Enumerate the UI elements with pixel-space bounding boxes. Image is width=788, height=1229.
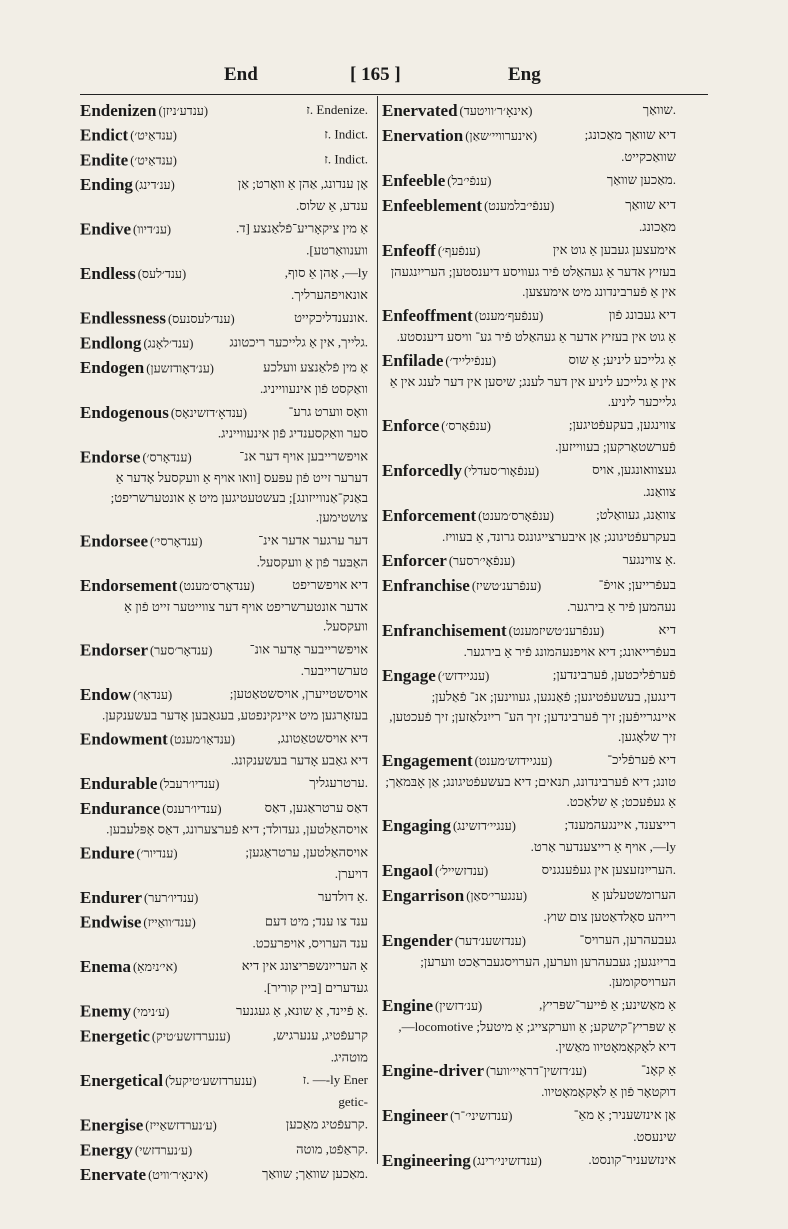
entry-definition-start: אַ מין פֿלאַנצע וועלכע [263,359,368,375]
entry-definition-start: אינזשעניר־קונסט. [588,1152,676,1167]
entry-definition-start: דאַס ערטראַגען, דאַס [264,799,368,815]
entry-pronunciation: (ענדזשענ׳דער) [454,934,526,948]
entry-first-line [80,798,370,820]
entry-first-line [382,930,678,952]
entry-definition-continued: נעהמען פֿיר אַ בירגער. [567,599,676,614]
entry-pronunciation: (ע׳נערדזשי) [134,1143,193,1158]
entry-pronunciation: (ענדזשיני׳־ר) [450,1109,513,1123]
entry-first-line [80,956,370,978]
entry-pronunciation: (ענד׳וואַייז) [143,915,196,930]
entry-pronunciation: (ענדיו׳רענס) [162,801,222,816]
page-number: [ 165 ] [350,64,401,85]
entry-definition-start: דיא שוואַך מאַכונג; [584,127,676,142]
entry-definition-continued: טערשרייבער. [300,663,368,679]
dictionary-entry [80,333,370,355]
entry-definition-continued: דיא גאַבע אָדער בעשענקונג. [230,752,368,768]
entry-definition-start: צווינגען, בעקעפֿטיגען; [568,417,676,432]
dictionary-entry [382,125,678,167]
dictionary-entry [80,1070,370,1112]
entry-first-line [80,219,370,241]
entry-first-line [80,1115,370,1137]
entry-first-line [80,729,370,751]
entry-pronunciation: (ענערדזשע׳טיקעל) [165,1074,257,1089]
entry-first-line [80,333,370,355]
entry-headword: Enfeoff [382,241,436,260]
entry-definition-continued: בעקרעפֿטיגונג; אַן איבערצייגונגס גרונד, אַ בעוויז. [442,529,676,544]
entry-definition-continued: ענד הערויס, אויפרעכט. [252,935,368,951]
entry-headword: Energetical [80,1071,164,1090]
entry-definition-continued: בעזיץ אדער אַ געהאַלט פֿיר געוויסע דיענסטען; הערייִנגעהן אין אַ פֿערבינדונג מיט אימעצען. [390,264,676,299]
entry-definition-start: .הערייִנזעצען אין געפֿענגניס [541,862,676,877]
entry-first-line [382,750,678,772]
entry-first-line [382,1060,678,1082]
entry-definition-start: ly Ener-— .ז [302,1072,368,1088]
entry-definition-continued: אונאויפהערליך. [290,287,368,302]
entry-headword: Enervate [80,1165,147,1185]
entry-headword: Enfilade [382,351,444,370]
entry-headword: Endenizen [80,100,157,120]
entry-definition-start: הערומשטעלען אַ [591,887,676,902]
entry-headword: Enforcedly [382,461,462,480]
entry-definition-continued: ווענוואַרטע]. [306,242,368,258]
entry-definition-start: דיא פֿערפֿליכ־ [607,752,676,767]
dictionary-entry [382,505,678,547]
entry-definition-start: אויפשרייבער אָדער אונ־ [249,641,368,657]
entry-headword: Energetic [80,1026,150,1046]
entry-definition-start: אויסהאַלטען, ערטראַגען; [245,844,368,860]
entry-pronunciation: (ענגיידזש׳) [437,669,490,683]
entry-headword: Enema [80,957,131,977]
page-header [0,64,788,92]
dictionary-entry [382,550,678,572]
entry-pronunciation: (ענפֿאָור׳סעדלי) [463,464,540,478]
dictionary-entry [80,912,370,954]
entry-definition-start: דיא אויסשטאַטונג, [277,730,368,746]
entry-pronunciation: (ענגיי׳דזשינג) [452,819,516,833]
entry-definition-continued: האַבּער פֿון אַ וועקסעל. [256,554,368,570]
dictionary-entry [382,1105,678,1147]
entry-first-line [382,350,678,372]
entry-pronunciation: (ענ׳דזשין־דראַיי׳ווער) [486,1064,587,1078]
dictionary-entry [382,1060,678,1102]
entry-pronunciation: (ענ׳דינג) [134,178,175,193]
entry-headword: Engaol [382,861,434,880]
right-column [382,100,678,1175]
entry-definition-start: אָן ענדונג, אַהן אַ וואָרט; אַן [237,176,368,192]
entry-definition-start: בעפֿרייען; אויפֿ־ [598,577,676,592]
entry-definition-start: אַ קאָנ־ [640,1062,676,1077]
dictionary-entry [80,773,370,795]
entry-headword: Engage [382,666,436,685]
entry-pronunciation: (ענדזשיני׳רינג) [472,1154,542,1168]
entry-headword: Engine [382,996,434,1015]
entry-first-line [382,240,678,262]
dictionary-entry [382,350,678,412]
entry-definition-start: .אַ פֿיינד, אַ שונא, אַ געגנער [236,1002,368,1018]
dictionary-entry [80,1140,370,1162]
entry-headword: Endogen [80,358,145,378]
entry-first-line [80,100,370,122]
entry-first-line [80,773,370,795]
entry-definition-start: .אַ דולדער [318,889,368,904]
entry-first-line [80,1164,370,1186]
entry-pronunciation: (ענד׳לאָנג) [143,336,194,351]
entry-pronunciation: (ענדאָרסי׳) [150,534,203,549]
entry-definition-start: געבעהרען, הערויס־ [579,932,676,947]
entry-pronunciation: (ענדאָר׳סער) [150,643,213,658]
entry-definition-continued: אדער אונטערשריפט אויף דער צווייטער זייט פֿון אַ וועקסעל. [124,598,368,634]
entry-headword: Energise [80,1115,144,1135]
entry-headword: Engineer [382,1106,449,1125]
dictionary-entry [382,1150,678,1172]
entry-headword: Enervation [382,126,464,145]
entry-definition-continued: שינעסט. [633,1129,676,1144]
entry-headword: Endorsement [80,576,178,595]
entry-definition-start: .Indict .ז [324,151,368,167]
entry-pronunciation: (אינאָ׳ר׳וויטעד) [459,104,533,118]
entry-first-line [382,460,678,482]
header-rule [80,94,708,95]
dictionary-entry [382,575,678,617]
left-guide-word: End [224,64,258,85]
entry-definition-start: .מאַכען שוואַך [606,172,676,187]
entry-headword: Engaging [382,816,451,835]
entry-definition-continued: ברייִנגען; געבעהרען ווערען, הערויסגעבראַכט ווערען; הערויסקומען. [420,954,676,989]
entry-first-line [80,1026,370,1048]
entry-definition-continued: געדערים [ביין קוריר]. [263,980,368,995]
entry-definition-start: וואָס ווערט גרע־ [288,403,368,419]
entry-first-line [382,815,678,837]
entry-headword: Endwise [80,912,142,932]
entry-headword: Ending [80,175,133,195]
column-divider [377,96,378,1164]
entry-pronunciation: (ענד׳לעס) [137,267,187,282]
entry-pronunciation: (ענפֿילייד׳) [445,354,497,368]
dictionary-entry [80,684,370,726]
dictionary-entry [382,100,678,122]
entry-pronunciation: (אי׳ניִמאַ) [133,960,178,975]
entry-definition-continued: דויערן. [334,866,368,882]
entry-pronunciation: (ענדאַיט׳) [130,153,177,168]
dictionary-entry [80,843,370,885]
entry-headword: Endurance [80,798,161,818]
entry-definition-start: .מאַכען שוואַך; שוואַך [262,1166,368,1182]
dictionary-entry [382,885,678,927]
entry-first-line [382,860,678,882]
entry-headword: Endorse [80,447,141,467]
entry-headword: Enforcer [382,551,447,570]
entry-first-line [80,308,370,330]
entry-definition-start: דיא [658,622,676,637]
entry-definition-start: .ערטרעגליך [309,775,368,791]
entry-pronunciation: (ענ׳דאָודזשען) [146,361,214,376]
entry-pronunciation: (ענגערי׳סאַן) [466,889,527,903]
entry-headword: Enfranchisement [382,621,507,640]
entry-definition-start: .שוואַך [642,102,676,117]
entry-first-line [80,531,370,553]
entry-first-line [382,170,678,192]
entry-headword: Endive [80,219,132,239]
entry-first-line [382,1150,678,1172]
entry-definition-start: אַ הערייִנשפּריצונג אין דיא [241,958,368,974]
entry-definition-start: דיא אויפשריפט [292,577,368,593]
dictionary-entry [382,815,678,857]
entry-definition-continued: ly—, אויף אַ רייצענדער אַרט. [530,839,676,854]
dictionary-entry [382,860,678,882]
entry-headword: Endless [80,264,136,284]
entry-first-line [80,263,370,285]
dictionary-entry [80,729,370,771]
dictionary-entry [382,305,678,347]
entry-pronunciation: (אינערוויי׳שאַן) [465,129,538,143]
entry-pronunciation: (ענדיור׳) [136,846,178,861]
entry-definition-continued: סער וואַקסענדיג פֿון אינעווייניג. [217,425,368,441]
dictionary-entry [382,665,678,747]
dictionary-entry [80,263,370,305]
entry-definition-start: רייצענד, איינגעהמענד; [564,817,676,832]
entry-definition-start: אַ מאַשינע; אַ פֿייער־שפּריץ, [539,997,676,1012]
entry-pronunciation: (ענד׳לעסנעס) [167,311,235,326]
dictionary-entry [80,956,370,998]
entry-headword: Engender [382,931,453,950]
dictionary-entry [382,995,678,1057]
dictionary-entry [382,170,678,192]
entry-pronunciation: (ענפֿרענ׳טשיזמענט) [508,624,605,638]
entry-first-line [80,402,370,424]
entry-first-line [382,575,678,597]
entry-definition-continued: שוואַכקייט. [621,149,676,164]
entry-first-line [382,995,678,1017]
entry-definition-start: .אונענדליכקייט [294,309,368,325]
entry-headword: Endorsee [80,531,148,551]
entry-definition-start: .גלייך, אין אַ גלייכער ריכטונג [229,334,368,350]
entry-first-line [80,357,370,379]
entry-pronunciation: (ענפֿאָרס׳מענט) [478,509,554,523]
entry-headword: Enfeeble [382,171,446,190]
entry-first-line [382,125,678,147]
entry-first-line [382,195,678,217]
entry-headword: Endlessness [80,308,166,328]
dictionary-entry [382,460,678,502]
entry-definition-continued: בעפֿרייאונג; דיא אויפנעהמונג פֿיר אַ בירגער. [463,644,676,659]
entry-headword: Endow [80,685,132,704]
entry-definition-continued: מאַכונג. [639,219,676,234]
entry-first-line [80,1070,370,1092]
entry-definition-start: דער ערגער אדער אינ־ [258,532,368,548]
entry-first-line [382,1105,678,1127]
entry-pronunciation: (ענדיו׳רער) [144,891,199,905]
right-guide-word: Eng [508,64,541,85]
entry-definition-continued: אַ שפּריץ־קישקע; אַ ווערקצייג; אַ מיטעל; locomotive—, דיא לאָקאָמאָטיוו מאַשין. [398,1019,676,1054]
entry-definition-continued: -getic [338,1093,368,1109]
entry-definition-continued: דוקטאָר פֿון אַ לאָקאָמאָטיוו. [541,1084,676,1099]
entry-definition-continued: אַ גוט אין בעזיץ אדער אַ געהאַלט פֿיר גע־ וויסע דיענסטע. [396,329,676,344]
entry-definition-start: דיא געבונג פֿון [608,307,676,322]
dictionary-entry [80,1026,370,1068]
entry-first-line [382,885,678,907]
entry-headword: Enervated [382,101,458,120]
entry-pronunciation: (ענפֿי׳בל) [447,174,492,188]
entry-pronunciation: (ענדאַו׳) [133,688,173,702]
entry-first-line [80,640,370,662]
entry-definition-start: אויסשטייערן, אויסשטאַטען; [229,686,368,701]
entry-definition-continued: ענדע, אַ שלוס. [295,198,368,213]
entry-definition-start: .Indict .ז [324,126,368,142]
entry-definition-start: אויפשרייבען אויף דער אנ־ [239,448,368,464]
entry-first-line [80,174,370,196]
entry-pronunciation: (ענערדזשע׳טיק) [151,1029,231,1044]
entry-first-line [382,415,678,437]
dictionary-entry [80,357,370,399]
entry-pronunciation: (ענפֿרענ׳טשיז) [471,579,542,593]
entry-first-line [80,684,370,706]
entry-pronunciation: (ענדאָ׳דזשינאָס) [170,405,248,420]
entry-definition-continued: טונג; דיא פֿערבינדונג, תנאים; דיא בעשעפֿטיגונג; אַן אָבּמאַך; אַ געפֿעכט; אַ שלאַכט. [385,774,676,809]
entry-first-line [382,100,678,122]
entry-first-line [382,505,678,527]
dictionary-entry [80,308,370,330]
entry-definition-continued: דינגען, בעשעפֿטיגען; פֿאַנגען, געווינען; אנ־ פֿאַלען; איינגרייפֿען; זיך פֿערבינדען; זיך הע־ רייִנלאַזען; זיך פֿעכטען, זיך שלאָגען. [389,689,676,744]
entry-definition-start: געצוואונגען, אויס [592,462,676,477]
dictionary-entry [80,100,370,122]
entry-headword: Endorser [80,640,148,660]
entry-definition-continued: צוואַנג. [642,484,676,499]
entry-definition-continued: וואַקסט פֿון אינעווייניג. [259,381,368,397]
entry-headword: Endite [80,150,129,170]
entry-pronunciation: (ענ׳דיוו) [133,222,172,237]
entry-pronunciation: (ענדזשייל׳) [435,864,489,878]
entry-first-line [80,150,370,172]
entry-definition-start: .אַ צווינגער [622,552,676,567]
entry-definition-start: ענד צו ענד; מיט דעם [264,913,368,929]
entry-definition-continued: מוטהיג. [330,1049,368,1065]
entry-pronunciation: (ענפֿאָי׳רסער) [448,554,516,568]
entry-pronunciation: (ענפֿעף׳מענט) [474,309,544,323]
entry-definition-start: .קרעפֿטיג מאַכען [285,1116,368,1132]
entry-headword: Engineering [382,1151,471,1170]
entry-pronunciation: (ענדאָרס׳) [142,450,192,465]
entry-pronunciation: (ענפֿעף׳) [437,244,481,258]
entry-first-line [80,1001,370,1023]
entry-first-line [80,887,370,909]
entry-first-line [80,912,370,934]
entry-first-line [80,575,370,597]
entry-pronunciation: (ענדאַיט׳) [130,128,177,143]
dictionary-entry [80,887,370,909]
entry-first-line [382,620,678,642]
dictionary-entry [80,150,370,172]
entry-headword: Engagement [382,751,473,770]
entry-first-line [80,1140,370,1162]
entry-headword: Engarrison [382,886,465,905]
entry-first-line [80,843,370,865]
entry-headword: Enemy [80,1001,131,1021]
entry-definition-start: אַ גלייכע ליניע; אַ שוס [568,352,676,367]
entry-pronunciation: (ע׳נימי) [133,1004,170,1019]
dictionary-entry [80,1164,370,1186]
entry-definition-start: ly—, אָהן אַ סוף, [284,265,368,281]
entry-pronunciation: (ענגיידזש׳מענט) [474,754,553,768]
entry-headword: Endogenous [80,402,169,422]
entry-definition-start: צוואַנג, געוואַלט; [596,507,676,522]
entry-definition-continued: אויסהאַלטען, געדולד; דיא פֿערצערונג, דאַס אָפּלעבען. [106,821,368,837]
dictionary-entry [80,640,370,682]
entry-first-line [382,305,678,327]
entry-headword: Enfranchise [382,576,470,595]
entry-headword: Endurable [80,774,158,793]
dictionary-entry [80,447,370,528]
dictionary-entry [382,750,678,812]
entry-first-line [80,125,370,147]
dictionary-entry [382,930,678,992]
entry-pronunciation: (ענפֿי׳בלמענט) [484,199,555,213]
dictionary-entry [382,620,678,662]
entry-definition-continued: דערער זייט פֿון עפּעס [וואו אויף אַ וועקסעל אָדער אַ באַנק־אַנווייזונג]; בעשטעטיגען מיט אַ אונטערשריפט; צושטימען. [110,470,368,525]
entry-pronunciation: (ענדאַו׳מענט) [169,732,236,747]
entry-definition-continued: פֿערשטאַרקען; בעווייזען. [555,439,676,454]
dictionary-entry [80,402,370,444]
dictionary-entry [80,575,370,636]
dictionary-entry [382,415,678,457]
entry-pronunciation: (ענדיו׳רעבל) [159,777,220,792]
entry-headword: Enfeoffment [382,306,473,325]
entry-definition-continued: רייהע סאָלדאַטען צום שוץ. [543,909,676,924]
entry-definition-start: אימעצען געבען אַ גוט אין [552,242,676,257]
entry-definition-continued: אין אַ גלייכע ליניע אין דער לענג; שיסען אין דער לענג אין אַ גלייכער ליניע. [389,374,676,409]
dictionary-entry [80,798,370,840]
entry-definition-start: אַן אינזשעניר; אַ מאַ־ [573,1107,676,1122]
left-column [80,100,370,1189]
entry-headword: Endurer [80,888,143,907]
entry-definition-start: קרעפֿטיג, ענערגיש, [272,1027,368,1043]
entry-pronunciation: (ע׳נערדזשאַייז) [145,1118,217,1133]
entry-headword: Enforcement [382,506,477,525]
entry-definition-start: אַ מין ציקאָריע־פֿלאַנצע [ד. [235,220,368,236]
entry-headword: Energy [80,1140,133,1160]
entry-pronunciation: (ענדע׳ניזן) [158,103,209,118]
entry-headword: Endure [80,843,135,863]
entry-definition-start: .Endenize .ז [306,101,368,117]
dictionary-entry [80,125,370,147]
dictionary-entry [382,195,678,237]
entry-pronunciation: (ענ׳דזשין) [435,999,483,1013]
dictionary-entry [80,1115,370,1137]
entry-headword: Endowment [80,729,168,749]
entry-first-line [80,447,370,469]
entry-headword: Enfeeblement [382,196,483,215]
entry-definition-continued: בעזאָרגען מיט איינקינפטע, בעגאַבען אָדער בעשענקען. [101,707,368,723]
entry-pronunciation: (ענפֿאָרס׳) [441,419,491,433]
entry-headword: Enforce [382,416,440,435]
entry-headword: Endlong [80,333,142,353]
entry-pronunciation: (אינאָ׳ר׳וויט) [148,1168,208,1183]
dictionary-entry [80,219,370,261]
entry-pronunciation: (ענדאָרס׳מענט) [179,579,255,594]
entry-first-line [382,550,678,572]
entry-first-line [382,665,678,687]
entry-headword: Endict [80,125,129,145]
dictionary-entry [80,531,370,573]
entry-definition-start: דיא שוואַך [625,197,676,212]
dictionary-entry [382,240,678,302]
dictionary-entry [80,174,370,216]
entry-definition-start: .קראַפֿט, מוטה [296,1141,368,1157]
entry-headword: Engine-driver [382,1061,484,1080]
entry-definition-start: פֿערפֿליכטען, פֿערבינדען; [552,667,676,682]
dictionary-entry [80,1001,370,1023]
